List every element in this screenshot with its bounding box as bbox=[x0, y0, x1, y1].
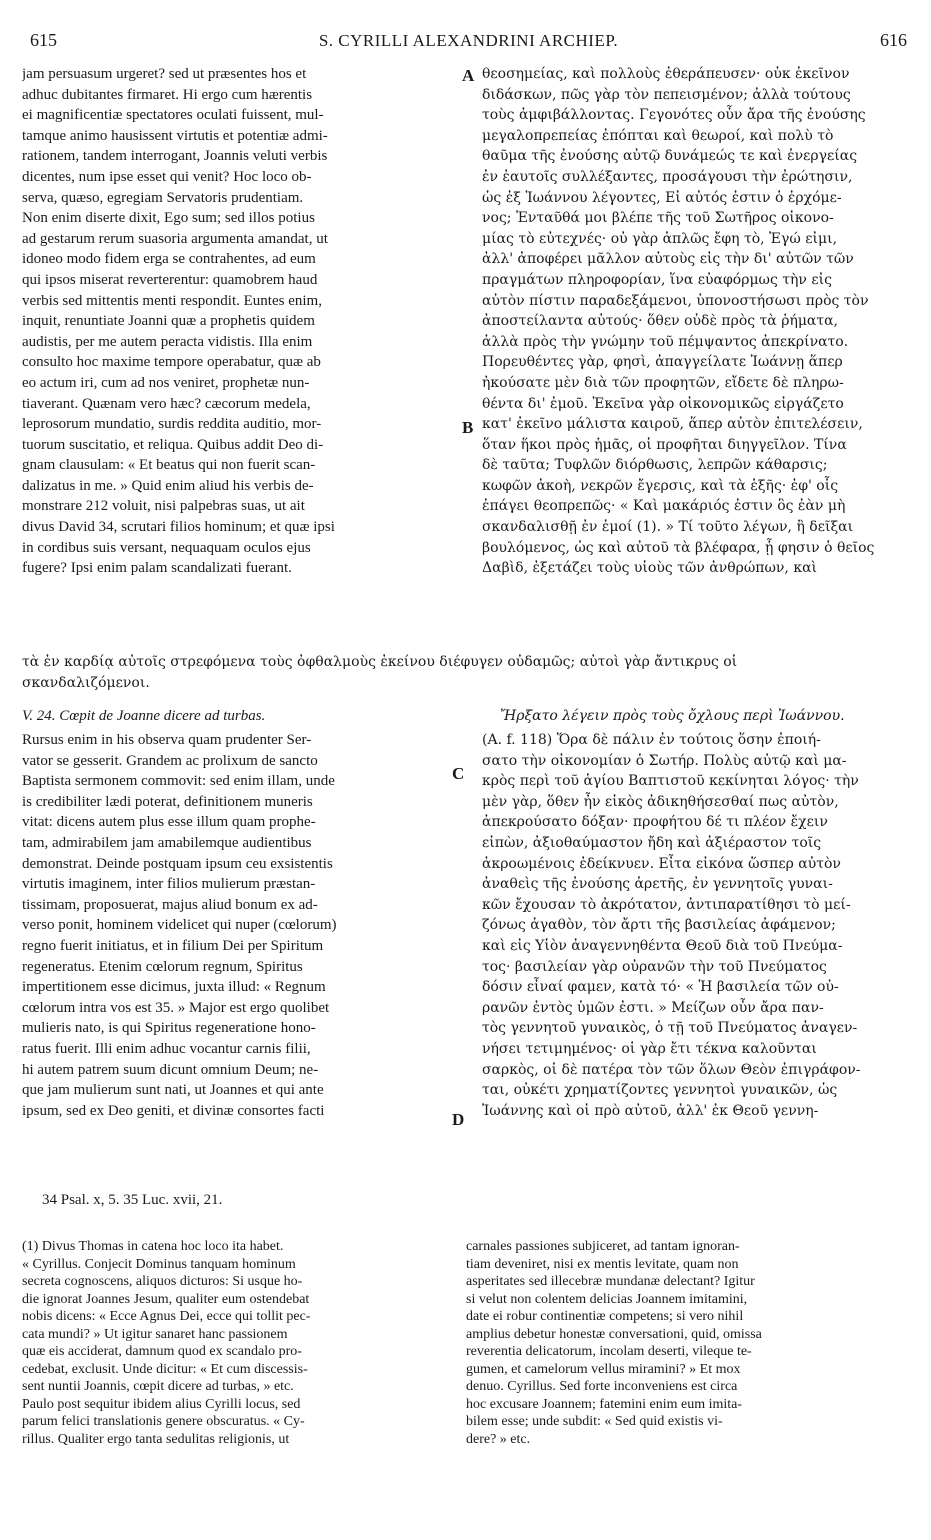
text-line: ἀκροωμένοις ἐδείκνυεν. Εἶτα εἰκόνα ὥσπερ αὐτὸν bbox=[482, 855, 841, 872]
text-line: si velut non colentem delicias Joannem imitamini, bbox=[466, 1291, 748, 1307]
footnote-left bbox=[22, 1238, 458, 1448]
text-line: verso ponit, hominem videlicet qui nuper (cœlorum) bbox=[22, 917, 337, 934]
text-line: Δαβὶδ, ἐξετάζει τοὺς υἱοὺς τῶν ἀνθρώπων, καὶ bbox=[482, 560, 818, 577]
text-line: mulieris nato, is qui Spiritus regeneratione hono- bbox=[22, 1020, 316, 1037]
text-line: audistis, per me autem peracta vidistis. Illa enim bbox=[22, 333, 313, 350]
text-line: date ei robur continentiæ competens; si vero nihil bbox=[466, 1309, 744, 1324]
text-line: tam, admirabilem jam amabilemque audientibus bbox=[22, 834, 312, 851]
text-line: Ἰωάννης καὶ οἱ πρὸ αὐτοῦ, ἀλλ' ἐκ Θεοῦ γεννη- bbox=[482, 1102, 819, 1119]
margin-marker-b: B bbox=[462, 418, 474, 437]
text-line: jam persuasum urgeret? sed ut præsentes hos et bbox=[22, 66, 307, 82]
text-line: κατ' ἐκεῖνο μάλιστα καιροῦ, ἅπερ αὐτὸν ἐπιτελέσειν, bbox=[482, 416, 863, 433]
left-column-latin-2 bbox=[22, 730, 458, 1121]
text-line: κωφῶν ἀκοὴ, νεκρῶν ἔγερσις, καὶ τὰ ἑξῆς· ἐφ' οἷς bbox=[482, 477, 839, 494]
text-line: ἀναθεὶς τῆς ἐνούσης ἀρετῆς, ἐν γεννητοῖς γυναι- bbox=[482, 876, 833, 893]
text-line: κρὸς περὶ τοῦ ἁγίου Βαπτιστοῦ κεκίνηται λόγος· τὴν bbox=[482, 773, 859, 790]
text-line: consulto hoc maxime tempore operabatur, quæ ab bbox=[22, 354, 321, 371]
text-line: leprosorum mundatio, surdis reddita auditio, mor- bbox=[22, 416, 322, 433]
text-line: cata mundi? » Ut igitur sanaret hanc passionem bbox=[22, 1326, 288, 1342]
text-line: rationem, tandem interrogant, Joannis veluti verbis bbox=[22, 148, 328, 165]
text-line: δόσιν εἶναί φαμεν, κατὰ τό· « Ἡ βασιλεία τῶν οὐ- bbox=[482, 979, 839, 996]
full-width-greek-lines bbox=[22, 652, 912, 693]
text-line: ὅταν ἥκοι πρὸς ἡμᾶς, οἱ προφῆται διηγγεῖλον. Τίνα bbox=[482, 436, 847, 453]
text-line: qui ipsos miserat reverterentur: quamobrem haud bbox=[22, 271, 318, 288]
text-line: in cordibus suis versant, nequaquam oculos ejus bbox=[22, 539, 311, 556]
text-line: secreta cognoscens, aliquos dicturos: Si usque ho- bbox=[22, 1274, 303, 1289]
text-line: ἐπάγει θεοπρεπῶς· « Καὶ μακάριός ἐστιν ὃς ἐὰν μὴ bbox=[482, 498, 846, 515]
text-line: τοὺς ἀμφιβάλλοντας. Γεγονότες οὖν ἄρα τῆς ἐνούσης bbox=[482, 107, 866, 124]
text-line: ἀπεκρούσατο δόξαν· προφήτου δέ τι πλέον ἔχειν bbox=[482, 814, 828, 831]
text-line: hoc excusare Joannem; fatemini enim eum imita- bbox=[466, 1396, 743, 1412]
text-line: ratus fuerit. Illi enim adhuc vocantur carnis filii, bbox=[22, 1040, 311, 1057]
text-line: βουλόμενος, ὡς καὶ αὐτοῦ τὰ βλέφαρα, ᾗ φησιν ὁ θεῖος bbox=[482, 539, 875, 556]
text-line: μίας τὸ εὐτεχνές· οὐ γὰρ ἁπλῶς ἔφη τὸ, Ἐγώ εἰμι, bbox=[482, 230, 838, 247]
right-page-number: 616 bbox=[880, 30, 907, 50]
text-line: cedebat, exclusit. Unde dicitur: « Et cum discessis- bbox=[22, 1361, 308, 1377]
text-line: δὲ ταῦτα; Τυφλῶν διόρθωσις, λεπρῶν κάθαρσις; bbox=[482, 457, 828, 474]
text-line: σαρκὸς, οἱ δὲ πατέρα τὸν τῶν ὅλων Θεὸν ἐπιγράφον- bbox=[482, 1061, 861, 1078]
text-line: sent nuntii Joannis, cœpit dicere ad turbas, » etc. bbox=[22, 1379, 294, 1394]
text-line: reverentia delicatorum, incolam deserti, vileque te- bbox=[466, 1344, 752, 1359]
text-line: tamque animo hausissent virtutis et potentiæ admi- bbox=[22, 127, 328, 144]
text-line: rillus. Qualiter ergo tanta sedulitas religionis, ut bbox=[22, 1431, 290, 1447]
text-line: Baptista sermonem commovit: sed enim illam, unde bbox=[22, 773, 335, 790]
text-line: regno fuerit initiatus, et in filium Dei per Spiritum bbox=[22, 937, 324, 954]
text-line: hi autem patrem suum dicunt omnium Deum; ne- bbox=[22, 1061, 319, 1078]
text-line: virtutis imaginem, inter filios mulierum præstan- bbox=[22, 876, 316, 893]
text-line: demonstrat. Deinde postquam ipsum ceu exsistentis bbox=[22, 855, 333, 872]
text-line: καὶ εἰς Υἱὸν ἀναγεννηθέντα Θεοῦ διὰ τοῦ Πνεύμα- bbox=[482, 937, 843, 954]
text-line: que jam mulierum sunt nati, ut Joannes et qui ante bbox=[22, 1082, 324, 1099]
text-line: Πορευθέντες γὰρ, φησὶ, ἀπαγγείλατε Ἰωάννῃ ἅπερ bbox=[482, 354, 843, 371]
text-line: ἀλλὰ πρὸς τὴν γνώμην τοῦ πέμψαντος ἀπεκρίνατο. bbox=[482, 333, 849, 350]
text-line: carnales passiones subjiceret, ad tantam ignoran- bbox=[466, 1239, 740, 1254]
text-line: ἀλλ' ἀποφέρει μᾶλλον αὐτοὺς εἰς τὴν δι' αὐτῶν τῶν bbox=[482, 251, 854, 268]
text-line: monstrare 212 voluit, nisi palpebras suas, ut ait bbox=[22, 498, 305, 515]
text-line: νος; Ἐνταῦθά μοι βλέπε τῆς τοῦ Σωτῆρος οἰκονο- bbox=[482, 210, 834, 227]
text-line: adhuc dubitantes firmaret. Hi ergo cum hærentis bbox=[22, 86, 313, 103]
text-line: θεοσημείας, καὶ πολλοὺς ἐθεράπευσεν· οὐκ ἐκεῖνον bbox=[482, 66, 850, 82]
text-line: ται, οὐκέτι χρηματίζοντες γεννητοὶ γυναικῶν, ὡς bbox=[482, 1082, 838, 1099]
text-line: σατο τὴν οἰκονομίαν ὁ Σωτήρ. Πολὺς αὐτῷ καὶ μα- bbox=[482, 752, 847, 769]
text-line: serva, quæso, egregiam Servatoris prudentiam. bbox=[22, 189, 304, 206]
text-line: dalizatus in me. » Quid enim aliud his verbis de- bbox=[22, 477, 314, 494]
text-line: σκανδαλισθῇ ἐν ἐμοί (1). » Τί τοῦτο λέγων, ἢ δεῖξαι bbox=[482, 519, 854, 536]
text-line: gumen, et camelorum vellus miramini? » Et mox bbox=[466, 1361, 741, 1377]
text-line: ζόνως ἀγαθὸν, τὸν ἄρτι τῆς βασιλείας ἀφάμενον; bbox=[482, 917, 836, 934]
text-line: διδάσκων, πῶς γὰρ τὸν πεπεισμένον; ἀλλὰ τούτους bbox=[482, 86, 851, 103]
text-line: divus David 34, scrutari filios hominum; et quæ ipsi bbox=[22, 519, 335, 536]
left-column-latin bbox=[22, 64, 458, 579]
section-heading-latin: V. 24. Cœpit de Joanne dicere ad turbas. bbox=[22, 708, 266, 724]
margin-marker-c: C bbox=[452, 764, 465, 783]
text-line: (1) Divus Thomas in catena hoc loco ita habet. bbox=[22, 1239, 284, 1254]
text-line: vator se gesserit. Grandem ac prolixum de sancto bbox=[22, 752, 318, 769]
text-line: (A. f. 118) Ὅρα δὲ πάλιν ἐν τούτοις ὅσην ἐποιή- bbox=[482, 732, 821, 748]
text-line: tiam deveniret, nisi ex mentis levitate, quam non bbox=[466, 1256, 739, 1272]
text-line: αὐτὸν πίστιν παραδεξάμενοι, ὑπονοστήσωσι πρὸς τὸν bbox=[482, 292, 869, 309]
text-line: bilem esse; unde subdit: « Sed quid existis vi- bbox=[466, 1414, 723, 1429]
running-title: S. CYRILLI ALEXANDRINI ARCHIEP. bbox=[318, 31, 619, 50]
text-line: dicentes, num ipse esset qui venit? Hoc loco ob- bbox=[22, 168, 312, 185]
text-line: gnam clausulam: « Et beatus qui non fuerit scan- bbox=[22, 457, 316, 474]
text-line: « Cyrillus. Conjecit Dominus tanquam hominum bbox=[22, 1256, 296, 1272]
text-line: θέντα δι' ἐμοῦ. Ἐκεῖνα γὰρ οἰκονομικῶς εἰργάζετο bbox=[482, 395, 844, 412]
text-line: κῶν ἔχουσαν τὸ ἀκρότατον, ἀντιπαρατίθησι τὸ μεί- bbox=[482, 896, 851, 913]
text-line: ἠκούσατε μὲν διὰ τῶν προφητῶν, εἴδετε δὲ πληρω- bbox=[482, 374, 844, 391]
scripture-references: 34 Psal. x, 5. 35 Luc. xvii, 21. bbox=[42, 1192, 223, 1208]
text-line: ὡς ἐξ Ἰωάννου λέγοντες, Εἰ αὐτός ἐστιν ὁ ἐρχόμε- bbox=[482, 189, 842, 206]
text-line: τὸς γεννητοῦ γυναικὸς, ὁ τῇ τοῦ Πνεύματος ἀναγεν- bbox=[482, 1020, 858, 1037]
text-line: ἀποστείλαντα αὐτούς· ὅθεν οὐδὲ πρὸς τὰ ῥήματα, bbox=[482, 313, 839, 330]
text-line: inquit, renuntiate Joanni quæ a prophetis quidem bbox=[22, 313, 315, 330]
text-line: die ignorat Joannes Jesum, qualiter eum ostendebat bbox=[22, 1291, 310, 1307]
text-line: cœlorum intra vos est 35. » Major est ergo quolibet bbox=[22, 999, 330, 1016]
right-column-greek bbox=[482, 64, 912, 579]
text-line: ρανῶν ἐντὸς ὑμῶν ἐστι. » Μείζων οὖν ἄρα παν- bbox=[482, 999, 824, 1016]
text-line: Rursus enim in his observa quam prudenter Ser- bbox=[22, 732, 312, 748]
text-line: impertitionem esse dicimus, juxta illud: « Regnum bbox=[22, 979, 326, 996]
text-line: quæ eis acciderat, damnum quod ex scandalo pro- bbox=[22, 1344, 302, 1359]
footnote-right bbox=[466, 1238, 912, 1448]
text-line: amplius debetur honestæ conversationi, quid, omissa bbox=[466, 1326, 762, 1342]
text-line: vitat: dicens autem plus esse illum quam prophe- bbox=[22, 814, 316, 831]
text-line: μὲν γὰρ, ὅθεν ἦν εἰκὸς ἀδικηθήσεσθαί πως αὐτὸν, bbox=[482, 793, 839, 810]
text-line: nobis dicens: « Ecce Agnus Dei, ecce qui tollit pec- bbox=[22, 1309, 311, 1324]
text-line: μεγαλοπρεπείας ἐπόπται καὶ θεωροί, καὶ πολὺ τὸ bbox=[482, 127, 834, 144]
margin-marker-a: A bbox=[462, 66, 475, 85]
text-line: verbis sed mittentis menti respondit. Euntes enim, bbox=[22, 292, 322, 309]
text-line: ipsum, sed ex Deo geniti, et divinæ consortes facti bbox=[22, 1102, 325, 1119]
text-line: idoneo modo fidem erga se contrahentes, ad eum bbox=[22, 251, 316, 268]
text-line: eo actum iri, cum ad nos veniret, prophetæ nun- bbox=[22, 374, 310, 391]
text-line: is credibiliter lædi poterat, definitionem muneris bbox=[22, 793, 313, 810]
text-line: tissimam, proposuerat, majus aliud bonum ex ad- bbox=[22, 896, 318, 913]
text-line: regeneratus. Etenim cœlorum regnum, Spiritus bbox=[22, 958, 303, 975]
text-line: ad gestarum rerum suasoria argumenta amandat, ut bbox=[22, 230, 328, 247]
text-line: θαῦμα τῆς ἐνούσης αὐτῷ δυνάμεώς τε καὶ ἐνεργείας bbox=[482, 148, 858, 165]
text-line: τος· βασιλείαν γὰρ οὐρανῶν τὴν τοῦ Πνεύματος bbox=[482, 958, 827, 975]
text-line: εἰπὼν, ἀξιοθαύμαστον ἤδη καὶ ἀξιέραστον τοῖς bbox=[482, 834, 822, 851]
section-heading-greek: Ἤρξατο λέγειν πρὸς τοὺς ὄχλους περὶ Ἰωάννου. bbox=[500, 708, 845, 724]
text-line: denuo. Cyrillus. Sed forte inconveniens est circa bbox=[466, 1379, 738, 1394]
text-line: fugere? Ipsi enim palam scandalizati fuerant. bbox=[22, 560, 292, 577]
text-line: tiaverant. Quænam vero hæc? cæcorum medela, bbox=[22, 395, 311, 412]
right-column-greek-2 bbox=[482, 730, 912, 1121]
text-line: parum felici translationis genere obscuratus. « Cy- bbox=[22, 1414, 305, 1429]
text-line: tuorum suscitatio, et reliqua. Quibus addit Deo di- bbox=[22, 436, 324, 453]
text-line: σκανδαλιζόμενοι. bbox=[22, 674, 150, 691]
page-header bbox=[30, 30, 907, 60]
text-line: ei magnificentiæ spectatores oculati fuissent, mul- bbox=[22, 107, 324, 124]
text-line: dere? » etc. bbox=[466, 1431, 531, 1447]
text-line: ἐν ἑαυτοῖς συλλέξαντες, προσάγουσι τὴν ἐρώτησιν, bbox=[482, 168, 853, 185]
text-line: τὰ ἐν καρδίᾳ αὐτοῖς στρεφόμενα τοὺς ὀφθαλμοὺς ἐκείνου διέφυγεν οὐδαμῶς; αὐτοὶ γὰρ ἄντικρυς οἱ bbox=[22, 654, 738, 670]
left-page-number: 615 bbox=[30, 30, 57, 50]
text-line: asperitates sed illecebræ mundanæ delectant? Igitur bbox=[466, 1274, 755, 1289]
margin-marker-d: D bbox=[452, 1110, 465, 1129]
text-line: Non enim diserte dixit, Ego sum; sed illos potius bbox=[22, 210, 315, 227]
text-line: πραγμάτων πληροφορίαν, ἵνα εὐαφόρμως τὴν εἰς bbox=[482, 271, 832, 288]
text-line: νήσει τετιμημένος· οἱ γὰρ ἔτι τέκνα καλοῦνται bbox=[482, 1040, 817, 1057]
text-line: Paulo post sequitur ibidem alius Cyrilli locus, sed bbox=[22, 1396, 301, 1412]
